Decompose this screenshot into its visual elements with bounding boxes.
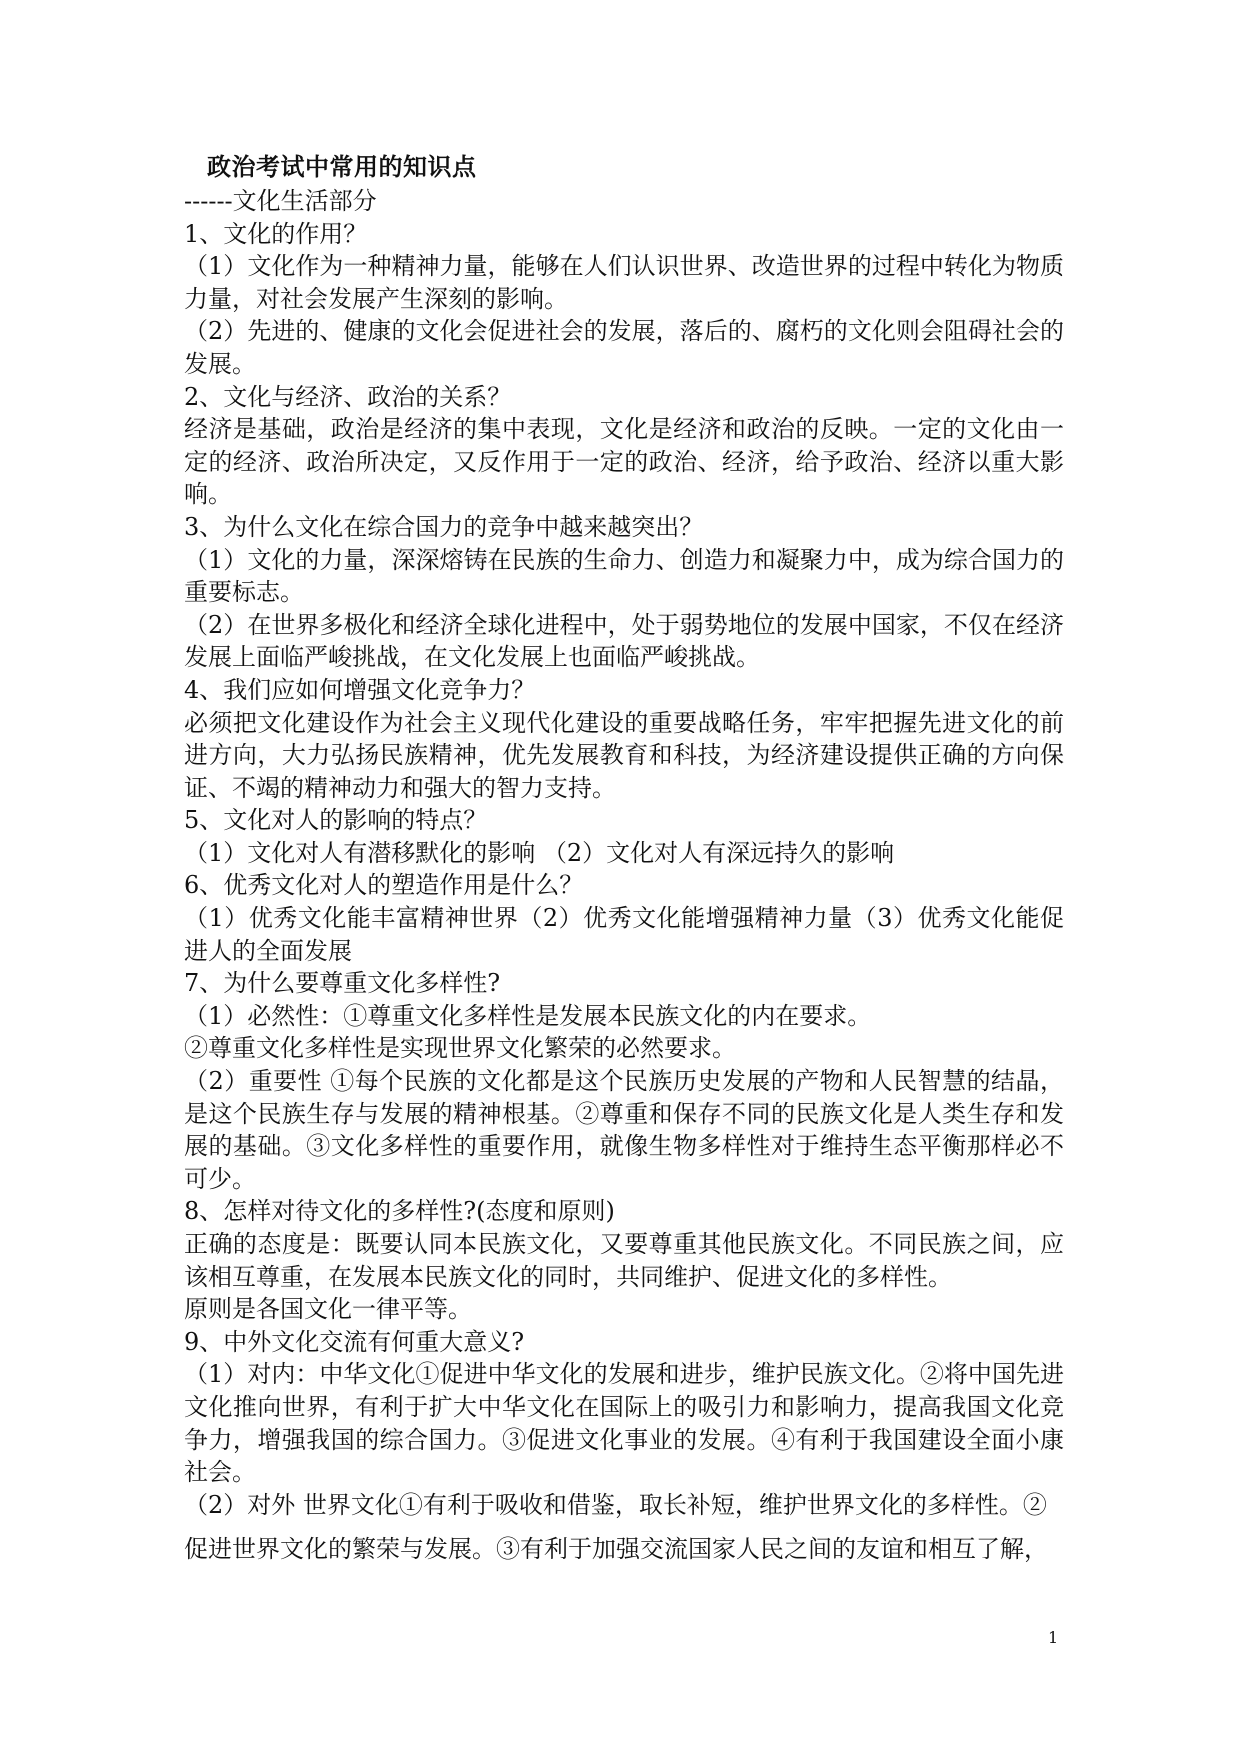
question-heading: 3、为什么文化在综合国力的竞争中越来越突出？ xyxy=(184,512,704,541)
question-heading: 2、文化与经济、政治的关系？ xyxy=(184,382,512,411)
question-heading: 9、中外文化交流有何重大意义? xyxy=(184,1327,525,1356)
paragraph: 促进世界文化的繁荣与发展。③有利于加强交流国家人民之间的友谊和相互了解， xyxy=(184,1535,1048,1564)
paragraph: （1）文化的力量，深深熔铸在民族的生命力、创造力和凝聚力中，成为综合国力的重要标志。 xyxy=(184,545,1064,607)
paragraph: ②尊重文化多样性是实现世界文化繁荣的必然要求。 xyxy=(184,1034,736,1063)
paragraph: （1）优秀文化能丰富精神世界（2）优秀文化能增强精神力量（3）优秀文化能促进人的全面发展 xyxy=(184,904,1064,965)
question-heading: 6、优秀文化对人的塑造作用是什么？ xyxy=(184,871,584,900)
paragraph: （1）必然性：①尊重文化多样性是发展本民族文化的内在要求。 xyxy=(184,1001,872,1030)
paragraph: 经济是基础，政治是经济的集中表现，文化是经济和政治的反映。一定的文化由一定的经济、政治所决定，又反作用于一定的政治、经济，给予政治、经济以重大影响。 xyxy=(184,415,1064,509)
question-heading: 4、我们应如何增强文化竞争力？ xyxy=(184,675,536,704)
paragraph: 原则是各国文化一律平等。 xyxy=(184,1295,472,1324)
paragraph: （2）在世界多极化和经济全球化进程中，处于弱势地位的发展中国家，不仅在经济发展上面临严峻挑战，在文化发展上也面临严峻挑战。 xyxy=(184,610,1064,672)
question-heading: 5、文化对人的影响的特点？ xyxy=(184,806,488,835)
paragraph: （1）文化对人有潜移默化的影响 （2）文化对人有深远持久的影响 xyxy=(184,838,895,867)
page-number: 1 xyxy=(1048,1628,1059,1647)
paragraph: 正确的态度是：既要认同本民族文化，又要尊重其他民族文化。不同民族之间，应该相互尊重，在发展本民族文化的同时，共同维护、促进文化的多样性。 xyxy=(184,1230,1064,1291)
paragraph: （2）先进的、健康的文化会促进社会的发展，落后的、腐朽的文化则会阻碍社会的发展。 xyxy=(184,317,1064,378)
paragraph: 必须把文化建设作为社会主义现代化建设的重要战略任务，牢牢把握先进文化的前进方向，大力弘扬民族精神，优先发展教育和科技，为经济建设提供正确的方向保证、不竭的精神动力和强大的智力支持。 xyxy=(184,708,1064,802)
question-heading: 7、为什么要尊重文化多样性? xyxy=(184,969,501,998)
subtitle-line: ------文化生活部分 xyxy=(184,187,377,215)
paragraph: （1）对内：中华文化①促进中华文化的发展和进步，维护民族文化。②将中国先进文化推向世界，有利于扩大中华文化在国际上的吸引力和影响力，提高我国文化竞争力，增强我国的综合国力。③促进文化事业的发展。④有利于我国建设全面小康社会。 xyxy=(184,1360,1064,1487)
paragraph: （2）对外 世界文化①有利于吸收和借鉴，取长补短，维护世界文化的多样性。② xyxy=(184,1490,1047,1519)
question-heading: 8、怎样对待文化的多样性?(态度和原则) xyxy=(184,1197,615,1226)
document-title: 政治考试中常用的知识点 xyxy=(207,152,477,181)
paragraph: （1）文化作为一种精神力量，能够在人们认识世界、改造世界的过程中转化为物质力量，对社会发展产生深刻的影响。 xyxy=(184,252,1064,313)
paragraph: （2）重要性 ①每个民族的文化都是这个民族历史发展的产物和人民智慧的结晶，是这个民族生存与发展的精神根基。②尊重和保存不同的民族文化是人类生存和发展的基础。③文化多样性的重要作用，就像生物多样性对于维持生态平衡那样必不可少。 xyxy=(184,1067,1064,1193)
question-heading: 1、文化的作用？ xyxy=(184,219,368,248)
document-body xyxy=(184,185,1064,1566)
